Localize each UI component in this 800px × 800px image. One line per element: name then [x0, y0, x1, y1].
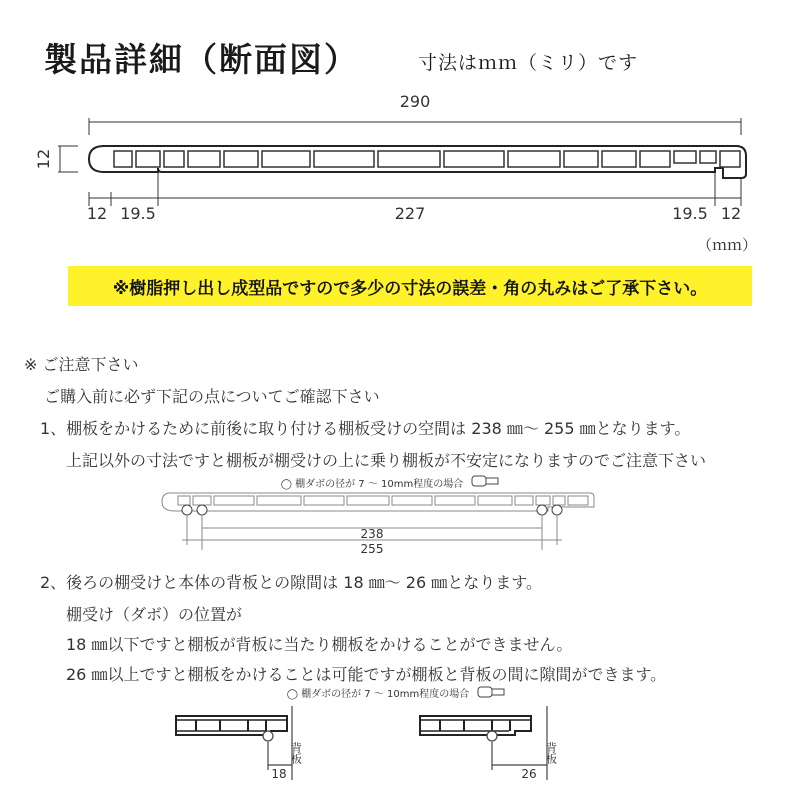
- note-item2-line1: 2、後ろの棚受けと本体の背板との隙間は 18 ㎜～ 26 ㎜となります。: [40, 573, 542, 592]
- diagram2-left-back-label: 背板: [289, 742, 303, 764]
- note-item2-line2: 棚受け（ダボ）の位置が: [66, 605, 243, 624]
- diagram1-dowel-caption: ◯ 棚ダボの径が 7 ～ 10mm程度の場合: [280, 479, 464, 490]
- diagram2-right-back-label: 背板: [544, 742, 558, 764]
- diagram1-outer-dim: 255: [360, 542, 384, 556]
- diagram2-dowel-caption: ◯ 棚ダボの径が 7 ～ 10mm程度の場合: [286, 689, 470, 700]
- dim-bottom-3: 227: [394, 204, 426, 223]
- dim-bottom-5: 12: [720, 204, 742, 223]
- note-item2-line4: 26 ㎜以上ですと棚板をかけることは可能ですが棚板と背板の間に隙間ができます。: [66, 665, 667, 684]
- dim-bottom-4: 19.5: [672, 204, 708, 223]
- note-item1-line1: 1、棚板をかけるために前後に取り付ける棚板受けの空間は 238 ㎜～ 255 ㎜となります。: [40, 419, 691, 438]
- dim-unit: （ｍｍ）: [696, 236, 757, 254]
- page-title: 製品詳細（断面図）: [44, 40, 359, 79]
- note-item1-line2: 上記以外の寸法ですと棚板が棚受けの上に乗り棚板が不安定になりますのでご注意下さい: [66, 451, 707, 470]
- note-item2-line3: 18 ㎜以下ですと棚板が背板に当たり棚板をかけることができません。: [66, 635, 573, 654]
- diagram2-right: [420, 716, 531, 735]
- diagram2-right-gap: 26: [521, 767, 537, 781]
- dim-height: 12: [34, 148, 53, 170]
- dim-bottom-1: 12: [86, 204, 108, 223]
- dim-total-width: 290: [399, 92, 431, 111]
- diagram2-left-gap: 18: [271, 767, 287, 781]
- diagram1-inner-dim: 238: [360, 527, 384, 541]
- unit-note: 寸法はｍｍ（ミリ）です: [418, 52, 639, 74]
- dim-bottom-2: 19.5: [120, 204, 156, 223]
- notes-heading: ※ ご注意下さい: [24, 355, 139, 374]
- notes-intro: ご購入前に必ず下記の点についてご確認下さい: [44, 387, 380, 406]
- tolerance-banner: [68, 266, 752, 306]
- board-section-cells: [114, 151, 740, 167]
- dowel-icon-2: [478, 687, 504, 697]
- tolerance-banner-text: ※樹脂押し出し成型品ですので多少の寸法の誤差・角の丸みはご了承下さい。: [112, 278, 708, 299]
- dowel-icon: [472, 476, 498, 486]
